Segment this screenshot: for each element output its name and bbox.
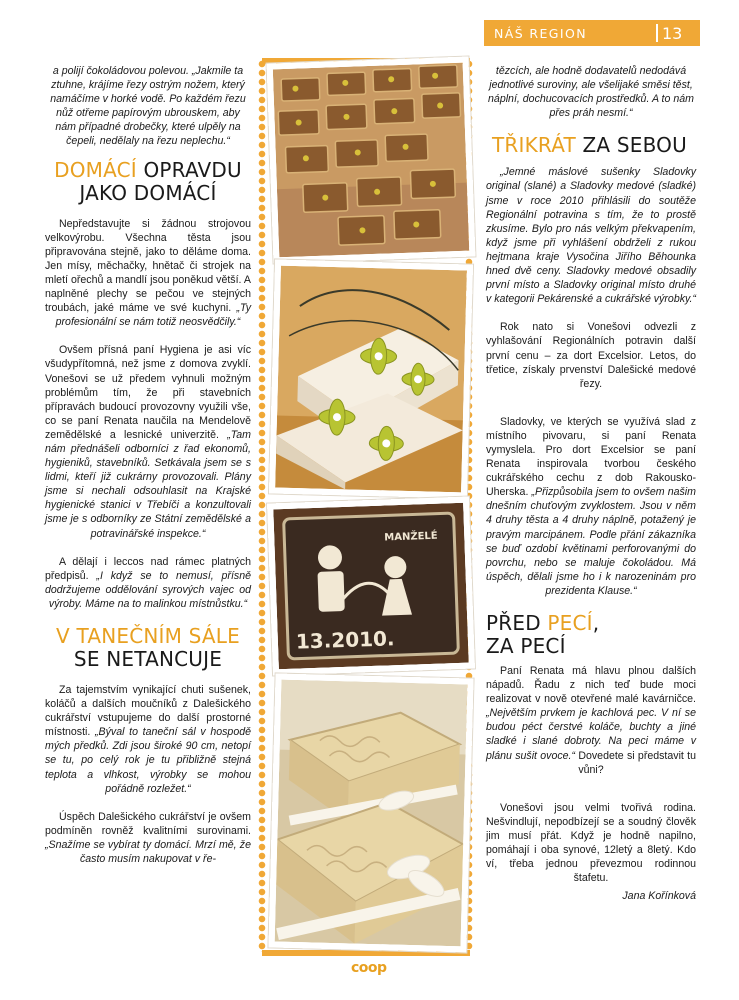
orchid-cake-illustration	[275, 266, 467, 493]
header-divider	[656, 24, 658, 42]
right-text-column	[486, 64, 696, 917]
coop-logo: coop	[351, 960, 387, 976]
heading-pred-peci: PŘED PECÍ, ZA PECÍ	[486, 611, 600, 658]
paragraph: Vonešovi jsou velmi tvořivá rodina. Nešvindlují, nepodbízejí se a soudný člověk jim musí přát. Když je hodně napilno, pomáhají i oba synové, 12letý a 8letý. Kdo ví, třeba jednou převezmou rodinnou štafetu.	[486, 801, 696, 885]
scalloped-border-left	[258, 60, 266, 952]
paragraph: Paní Renata má hlavu plnou dalších nápadů. Řadu z nich teď bude moci realizovat v nově otevřené malé kavárničce. „Největším prvkem je kachlová pec. V ní se budou péct čerstvé koláče, buchty a jiné sladké i slané dobroty. Na peci máme v plánu sušit ovoce.“ Dovedete si představit tu vůni?	[486, 665, 696, 776]
left-text-column	[45, 64, 251, 880]
couple-cake-illustration	[273, 503, 468, 670]
photo-ribbon-cake	[268, 673, 473, 952]
heading-domaci: DOMÁCÍ OPRAVDU JAKO DOMÁCÍ	[54, 157, 242, 205]
heading-trikrat: TŘIKRÁT ZA SEBOU	[492, 133, 687, 158]
photo-orchid-cake	[269, 259, 473, 498]
cake-name-text: MANŽELÉ	[384, 530, 438, 544]
paragraph: „Jemné máslové sušenky Sladovky original (slané) a Sladovky medové (sladké) jsme v roce 2010 přihlásili do soutěže Regionální potravina s tím, že to prostě zkusíme. Bylo pro nás velkým překvapením, když jsme při vyhlášení obdrželi z rukou hejtmana kraje Vysočina Jiřího Běhounka hned dvě ceny. Sladovky medové obsadily první místo a Sladovky original místo druhé v kategorii Pekárenské a cukrářské výrobky.“	[486, 166, 696, 306]
paragraph: Rok nato si Vonešovi odvezli z vyhlašování Regionálních potravin další první cenu – za dort Excelsior. Letos, do třetice, získaly prvenství Dalešické medové řezy.	[486, 321, 696, 390]
ribbon-cake-illustration	[275, 680, 468, 947]
paragraph: Nepředstavujte si žádnou strojovou velkovýrobu. Všechna těsta jsou připravována stejně, jako to děláme doma. Jen mísy, měchačky, hnětač či strojek na mletí ořechů a mandlí jsou poněkud větší. A naplněné plechy se pečou ve stejných troubách, jaké máme ve své kuchyni. „Ty profesionální se nám totiž neosvědčily.“	[45, 217, 251, 329]
page-number: 13	[662, 24, 683, 43]
photo-honey-slices	[267, 57, 476, 264]
paragraph: A dělají i leccos nad rámec platných předpisů. „I když se to nemusí, přísně dodržujeme oddělování syrových vajec od výroby. Máme na to malinkou místnůstku.“	[45, 555, 251, 610]
continued-paragraph: tězcích, ale hodně dodavatelů nedodává jednotlivé suroviny, ale všelijaké směsi těst, náplní, dochucovacích prostředků. A to nám přes práh nesmí.“	[488, 65, 694, 120]
paragraph: Ovšem přísná paní Hygiena je asi víc všudypřítomná, než jsme z domova zvyklí. Vonešovi se už předem vyhnuli možným problémům tím, že při stavebních přípravách budoucí provozovny využili vše, co se paní Renata naučila na Mendelově zemědělské a lesnické univerzitě. „Tam nám přednášeli odborníci z řad ekonomů, hygieniků, stavebníků. Setkávala jsem se s lidmi, kteří již cukrárny provozovali. Plány jsme si nechali odsouhlasit na Krajské hygienické stanici v Třebíči a konzultovali jsme je s odborníky ze Státní zemědělské a potravinářské inspekce.“	[45, 344, 251, 540]
section-label: NÁŠ REGION	[494, 26, 587, 41]
cake-date-text: 13.2010.	[295, 626, 395, 654]
paragraph: Úspěch Dalešického cukrářství je ovšem podmíněn rovněž kvalitními surovinami. „Snažíme se vybírat ty domácí. Mrzí mě, že často musím nakupovat v ře-	[45, 810, 251, 866]
intro-paragraph: a polijí čokoládovou polevou. „Jakmile ta ztuhne, krájíme řezy ostrým nožem, který namáčíme v horké vodě. Po každém řezu nůž otřeme papírovým ubrouskem, aby nám případné drobečky, které ulpěly na čepeli, nedělaly na řezu neplechu.“	[50, 65, 246, 148]
paragraph: Sladovky, ve kterých se využívá slad z místního pivovaru, si paní Renata vymyslela. Pro dort Excelsior se paní Renata inspirovala tvorbou českého cukrářského cechu z dob Rakousko-Uherska. „Přizpůsobila jsem to ovšem našim dnešním chuťovým zvyklostem. Jsou v něm 4 druhy těsta a 4 druhy náplně, potažený je pravým marcipánem. Podle přání zákazníka se buď ozdobí květinami perforovanými do povrchu, nebo se maluje čokoládou. Má úspěch, dělali jsme ho i k narozeninám pro prezidenta Klause.“	[486, 415, 696, 597]
honey-slices-illustration	[273, 63, 469, 258]
heading-tanecni-sal: V TANEČNÍM SÁLE SE NETANCUJE	[56, 624, 240, 671]
photo-couple-cake	[267, 497, 475, 676]
paragraph: Za tajemstvím vynikající chuti sušenek, koláčů a dalších moučníků z Dalešického cukrářství vstupujeme do další prostorné místnosti. „Býval to taneční sál v hospodě mých předků. Zdi jsou široké 90 cm, netopí se tu, po celý rok je tu přibližně stejná teplota a vlhkost, výrobky se mohou pořádně rozležet.“	[45, 684, 251, 795]
author-signature: Jana Kořínková	[622, 890, 696, 903]
